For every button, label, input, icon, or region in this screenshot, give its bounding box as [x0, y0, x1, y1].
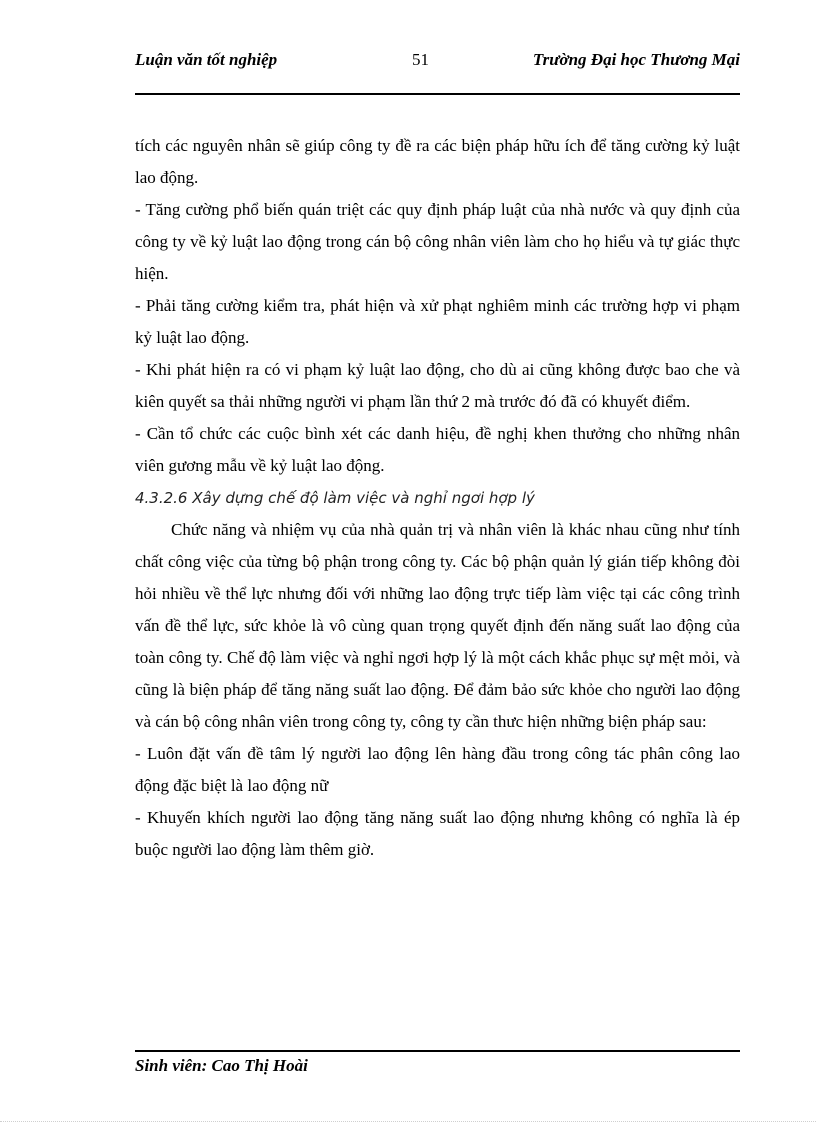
- footer-divider: [135, 1050, 740, 1052]
- page-body: [135, 130, 740, 866]
- section-heading: 4.3.2.6 Xây dựng chế độ làm việc và nghỉ ngơi hợp lý: [135, 489, 535, 507]
- page-header: [135, 50, 740, 72]
- page-number: 51: [412, 50, 429, 69]
- paragraph: Chức năng và nhiệm vụ của nhà quản trị và nhân viên là khác nhau cũng như tính chất công việc của từng bộ phận trong công ty. Các bộ phận quản lý gián tiếp không đòi hỏi nhiều về thể lực nhưng đối với những lao động trực tiếp làm việc tại các công trình vấn đề thể lực, sức khỏe là vô cùng quan trọng quyết định đến năng suất lao động của toàn công ty. Chế độ làm việc và nghỉ ngơi hợp lý là một cách khắc phục sự mệt mỏi, và cũng là biện pháp để tăng năng suất lao động. Để đảm bảo sức khỏe cho người lao động và cán bộ công nhân viên trong công ty, công ty cần thưc hiện những biện pháp sau:: [135, 520, 740, 731]
- bullet-item: - Cần tổ chức các cuộc bình xét các danh hiệu, đề nghị khen thưởng cho những nhân viên gương mẫu về kỷ luật lao động.: [135, 424, 740, 475]
- header-divider: [135, 93, 740, 95]
- bullet-item: - Tăng cường phổ biến quán triệt các quy định pháp luật của nhà nước và quy định của công ty về kỷ luật lao động trong cán bộ công nhân viên làm cho họ hiểu và tự giác thực hiện.: [135, 200, 740, 283]
- page-edge: [0, 1121, 816, 1122]
- bullet-item: - Khi phát hiện ra có vi phạm kỷ luật lao động, cho dù ai cũng không được bao che và kiên quyết sa thải những người vi phạm lần thứ 2 mà trước đó đã có khuyết điểm.: [135, 360, 740, 411]
- footer-student-name: Sinh viên: Cao Thị Hoài: [135, 1056, 308, 1075]
- header-thesis-title: Luận văn tốt nghiệp: [135, 50, 278, 69]
- bullet-item: - Luôn đặt vấn đề tâm lý người lao động lên hàng đầu trong công tác phân công lao động đặc biệt là lao động nữ: [135, 744, 740, 795]
- bullet-item: - Khuyến khích người lao động tăng năng suất lao động nhưng không có nghĩa là ép buộc người lao động làm thêm giờ.: [135, 808, 740, 859]
- paragraph: tích các nguyên nhân sẽ giúp công ty đề ra các biện pháp hữu ích để tăng cường kỷ luật lao động.: [135, 136, 740, 187]
- header-university: Trường Đại học Thương Mại: [532, 50, 740, 69]
- bullet-item: - Phải tăng cường kiểm tra, phát hiện và xử phạt nghiêm minh các trường hợp vi phạm kỷ luật lao động.: [135, 296, 740, 347]
